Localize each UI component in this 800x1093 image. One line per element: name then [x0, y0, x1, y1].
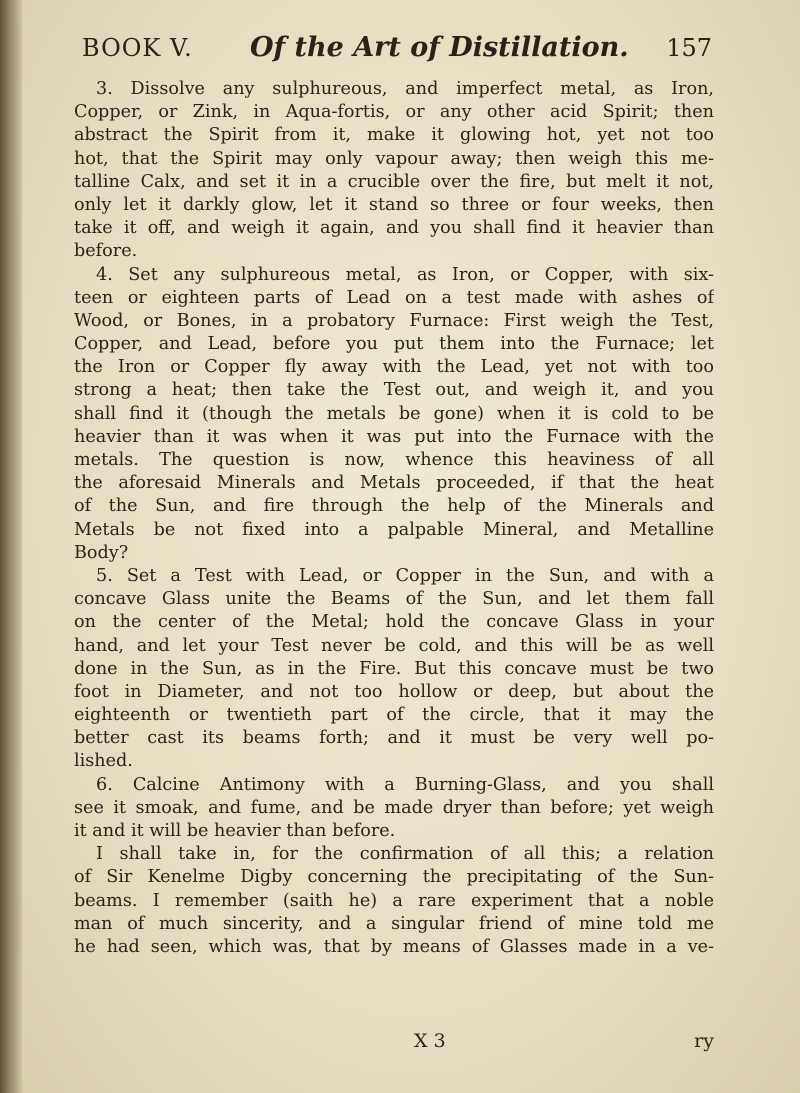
text-line: I shall take in, for the confirmation of all this; a relation — [96, 844, 714, 865]
text-line: Copper, and Lead, before you put them into the Furnace; let — [74, 334, 714, 355]
running-header — [82, 28, 712, 70]
text-line: 6. Calcine Antimony with a Burning-Glass, and you shall — [96, 774, 714, 795]
text-line: 4. Set any sulphureous metal, as Iron, or Copper, with six- — [96, 264, 714, 285]
text-line: concave Glass unite the Beams of the Sun, and let them fall — [74, 589, 714, 610]
text-line: beams. I remember (saith he) a rare experiment that a noble — [74, 890, 714, 911]
text-line: teen or eighteen parts of Lead on a test made with ashes of — [74, 287, 714, 308]
running-title: Of the Art of Distillation. — [250, 32, 629, 63]
text-line: Body? — [74, 542, 129, 563]
text-line: abstract the Spirit from it, make it glowing hot, yet not too — [74, 125, 714, 146]
text-line: of the Sun, and fire through the help of the Minerals and — [74, 496, 714, 517]
text-line: only let it darkly glow, let it stand so three or four weeks, then — [74, 194, 714, 215]
text-line: lished. — [74, 751, 133, 772]
text-line: Wood, or Bones, in a probatory Furnace: First weigh the Test, — [74, 310, 714, 331]
text-line: 5. Set a Test with Lead, or Copper in the Sun, and with a — [96, 565, 714, 586]
text-line: better cast its beams forth; and it must be very well po- — [74, 728, 714, 749]
text-line: see it smoak, and fume, and be made dryer than before; yet weigh — [74, 797, 714, 818]
signature-mark: X 3 — [414, 1030, 446, 1052]
text-line: 3. Dissolve any sulphureous, and imperfect metal, as Iron, — [96, 79, 714, 99]
page-footer — [74, 1030, 714, 1056]
text-line: the Iron or Copper fly away with the Lead, yet not with too — [74, 357, 714, 378]
text-line: eighteenth or twentieth part of the circle, that it may the — [74, 705, 714, 726]
text-line: strong a heat; then take the Test out, and weigh it, and you — [74, 380, 714, 401]
text-line: before. — [74, 241, 138, 262]
text-line: heavier than it was when it was put into the Furnace with the — [74, 426, 714, 447]
text-line: talline Calx, and set it in a crucible over the fire, but melt it not, — [74, 171, 714, 192]
text-line: metals. The question is now, whence this heaviness of all — [74, 450, 714, 470]
text-line: done in the Sun, as in the Fire. But this concave must be two — [74, 658, 714, 679]
book-section-label: BOOK V. — [82, 34, 193, 62]
text-line: the aforesaid Minerals and Metals proceeded, if that the heat — [74, 473, 714, 494]
text-line: of Sir Kenelme Digby concerning the precipitating of the Sun- — [74, 867, 714, 888]
text-line: he had seen, which was, that by means of Glasses made in a ve- — [74, 936, 714, 957]
text-line: it and it will be heavier than before. — [74, 821, 396, 841]
body-text — [74, 78, 714, 959]
text-line: man of much sincerity, and a singular friend of mine told me — [74, 913, 714, 934]
text-line: Copper, or Zink, in Aqua-fortis, or any other acid Spirit; then — [74, 102, 714, 123]
text-line: on the center of the Metal; hold the concave Glass in your — [74, 612, 714, 633]
text-line: Metals be not fixed into a palpable Mineral, and Metalline — [74, 519, 714, 540]
text-line: shall find it (though the metals be gone) when it is cold to be — [74, 403, 714, 424]
text-line: hand, and let your Test never be cold, and this will be as well — [74, 635, 714, 656]
text-line: take it off, and weigh it again, and you shall find it heavier than — [74, 218, 714, 239]
book-page — [22, 0, 800, 1093]
text-line: foot in Diameter, and not too hollow or deep, but about the — [74, 681, 714, 702]
text-line: hot, that the Spirit may only vapour away; then weigh this me- — [74, 148, 714, 169]
page-number: 157 — [666, 34, 712, 62]
binding-gutter — [0, 0, 22, 1093]
catchword: ry — [694, 1030, 714, 1052]
